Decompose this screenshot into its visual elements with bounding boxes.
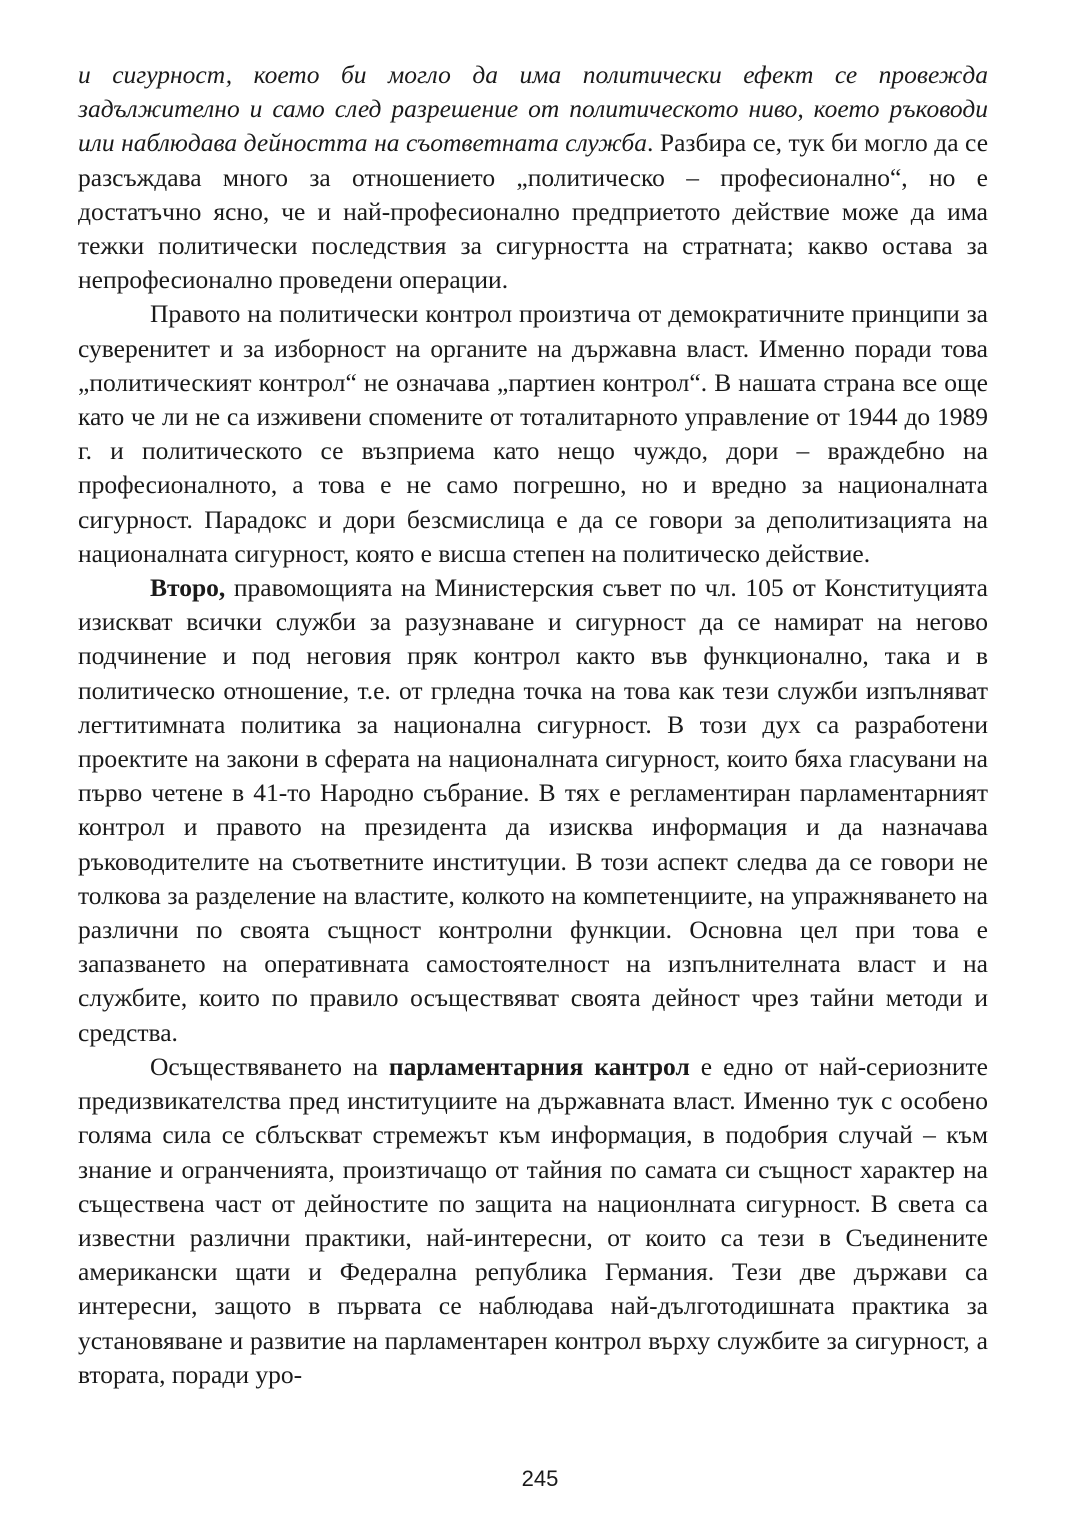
paragraph-1 bbox=[78, 58, 988, 297]
paragraph-4 bbox=[78, 1050, 988, 1392]
paragraph-3-text: правомощията на Министерския съвет по чл. 105 от Конституцията изискват всички служби за разузнаване и сигурност да се намират на негово подчинение и под неговия пряк контрол както във функционално, така и в политическо отношение, т.е. от грледна точка на това как тези служби изпълняват легтитимната политика за национална сигурност. В този дух са разработени проектите на закони в сферата на националната сигурност, които бяха гласувани на първо четене в 41-то Народно събрание. В тях е регламентиран парламентарният контрол и правото на президента да изисква информация и да назначава ръководителите на съответните институции. В този аспект следва да се говори не толкова за разделение на властите, колкото на компетенциите, на упражняването на различни по своята същност контролни функции. Основна цел при това е запазването на оперативната самостоятелност на изпълнителната власт и на службите, които по правило осъществяват своята дейност чрез тайни методи и средства. bbox=[78, 573, 988, 1047]
paragraph-1-text: . Разбира се, тук би могло да се разсъждава много за отношението „политическо – професионално“, но е достатъчно ясно, че и най-професионално предприетото действие може да има тежки политически последствия за сигурността на стратната; какво остава за непрофесионално проведени операции. bbox=[78, 128, 989, 295]
paragraph-3 bbox=[78, 571, 988, 1050]
paragraph-1-italic-text: и сигурност, което би могло да има политически ефект се провежда задължително и само след разрешение от политическото ниво, което ръководи или наблюдава дейността на съответната служба bbox=[78, 60, 988, 158]
paragraph-2: Правото на политически контрол произтича от демократичните принципи за суверенитет и за изборност на органите на държавна власт. Именно поради това „политическият контрол“ не означава „партиен контрол“. В нашата страна все още като че ли не са изживени спомените от тоталитарното управление от 1944 до 1989 г. и политическото се възприема като нещо чуждо, дори – враждебно на професионалното, а това е не само погрешно, но и вредно за националната сигурност. Парадокс и дори безсмислица е да се говори за деполитизацията на националната сигурност, която е висша степен на политическо действие. bbox=[78, 299, 988, 568]
page-number: 245 bbox=[521, 1466, 559, 1491]
paragraph-4-text: е едно от най-сериозните предизвикателства пред институциите на държавната власт. Именно тук с особено голяма сила се сблъскват стремежът към информация, в подобрия случай – към знание и огранченията, произтичащо от тайния по самата си същност характер на съществена част от дейностите по защита на национлната сигурност. В света са известни различни практики, най-интересни, от които са тези в Съединените американски щати и Федерална република Германия. Тези две държави са интересни, защото в първата се наблюдава най-дълготодишната практика за установяване и развитие на парламентарен контрол върху службите за сигурност, а втората, поради уро- bbox=[78, 1051, 988, 1389]
paragraph-4-lead: Осъществяването на bbox=[150, 1051, 389, 1081]
document-body bbox=[78, 58, 988, 1392]
paragraph-4-bold-term: парламентарния кантрол bbox=[388, 1051, 690, 1081]
paragraph-3-bold-lead: Второ, bbox=[150, 573, 226, 603]
